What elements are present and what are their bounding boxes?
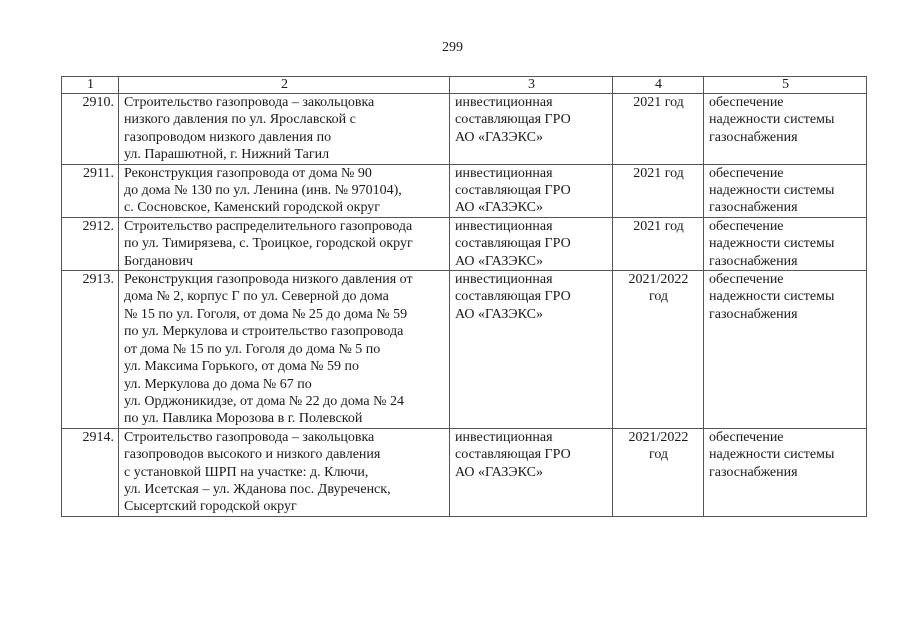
description-cell-line: дома № 2, корпус Г по ул. Северной до дома [124, 289, 389, 305]
year-cell [613, 428, 704, 516]
description-cell-line: от дома № 15 по ул. Гоголя до дома № 5 по [124, 341, 381, 357]
description-cell-line: по ул. Павлика Морозова в г. Полевской [124, 411, 363, 427]
funding-source-cell-line: АО «ГАЗЭКС» [455, 306, 543, 322]
purpose-cell-line: обеспечение [709, 272, 784, 288]
column-header-2: 2 [119, 77, 450, 94]
description-cell-line: газопроводом низкого давления по [124, 129, 332, 145]
description-cell [119, 217, 450, 270]
row-number-cell: 2914. [62, 428, 119, 516]
page-number: 299 [442, 40, 463, 55]
column-header-4: 4 [613, 77, 704, 94]
table-row [62, 428, 867, 516]
description-cell [119, 271, 450, 429]
purpose-cell-line: надежности системы [709, 289, 835, 305]
funding-source-cell-line: составляющая ГРО [455, 447, 571, 463]
funding-source-cell-line: АО «ГАЗЭКС» [455, 464, 543, 480]
purpose-cell-line: обеспечение [709, 429, 784, 445]
funding-source-cell-line: инвестиционная [455, 429, 553, 445]
funding-source-cell [450, 94, 613, 165]
year-cell [613, 217, 704, 270]
description-cell-line: с установкой ШРП на участке: д. Ключи, [124, 464, 369, 480]
description-cell-line: ул. Орджоникидзе, от дома № 22 до дома № 24 [124, 393, 404, 409]
description-cell-line: Богданович [124, 253, 194, 269]
funding-source-cell-line: инвестиционная [455, 218, 553, 234]
description-cell [119, 164, 450, 217]
year-cell-line: год [648, 289, 669, 305]
year-cell [613, 164, 704, 217]
purpose-cell-line: газоснабжения [709, 306, 798, 322]
table-row [62, 271, 867, 429]
purpose-cell [704, 428, 867, 516]
year-cell-line: год [648, 447, 669, 463]
description-cell-line: ул. Исетская – ул. Жданова пос. Двуреченск, [124, 481, 391, 497]
column-header-5: 5 [704, 77, 867, 94]
funding-source-cell-line: составляющая ГРО [455, 236, 571, 252]
funding-source-cell [450, 164, 613, 217]
purpose-cell-line: газоснабжения [709, 253, 798, 269]
description-cell-line: ул. Парашютной, г. Нижний Тагил [124, 147, 330, 163]
description-cell-line: Реконструкция газопровода от дома № 90 [124, 165, 372, 181]
year-cell-line: 2021 год [633, 165, 684, 181]
purpose-cell-line: надежности системы [709, 447, 835, 463]
column-header-1: 1 [62, 77, 119, 94]
funding-source-cell-line: АО «ГАЗЭКС» [455, 253, 543, 269]
table-row [62, 164, 867, 217]
purpose-cell [704, 271, 867, 429]
purpose-cell-line: газоснабжения [709, 200, 798, 216]
description-cell-line: Реконструкция газопровода низкого давления от [124, 272, 413, 288]
description-cell-line: низкого давления по ул. Ярославской с [124, 112, 356, 128]
row-number-cell: 2913. [62, 271, 119, 429]
funding-source-cell-line: АО «ГАЗЭКС» [455, 200, 543, 216]
description-cell-line: Строительство газопровода – закольцовка [124, 95, 375, 110]
funding-source-cell-line: инвестиционная [455, 272, 553, 288]
funding-source-cell-line: инвестиционная [455, 165, 553, 181]
funding-source-cell-line: составляющая ГРО [455, 183, 571, 199]
funding-source-cell [450, 271, 613, 429]
description-cell-line: с. Сосновское, Каменский городской округ [124, 200, 381, 216]
year-cell [613, 94, 704, 165]
purpose-cell [704, 217, 867, 270]
description-cell-line: Строительство газопровода – закольцовка [124, 429, 375, 445]
funding-source-cell [450, 217, 613, 270]
table-row [62, 217, 867, 270]
funding-source-cell-line: составляющая ГРО [455, 289, 571, 305]
description-cell-line: Сысертский городской округ [124, 499, 297, 515]
purpose-cell-line: обеспечение [709, 218, 784, 234]
year-cell-line: 2021/2022 [628, 429, 689, 445]
description-cell-line: № 15 по ул. Гоголя, от дома № 25 до дома № 59 [124, 306, 408, 322]
purpose-cell [704, 164, 867, 217]
purpose-cell-line: обеспечение [709, 165, 784, 181]
year-cell-line: 2021 год [633, 218, 684, 234]
purpose-cell-line: газоснабжения [709, 129, 798, 145]
table-header-row [62, 77, 867, 94]
description-cell-line: до дома № 130 по ул. Ленина (инв. № 970104), [124, 183, 402, 199]
description-cell-line: ул. Максима Горького, от дома № 59 по [124, 359, 360, 375]
description-cell-line: газопроводов высокого и низкого давления [124, 447, 381, 463]
year-cell-line: 2021/2022 [628, 272, 689, 288]
description-cell [119, 94, 450, 165]
description-cell-line: по ул. Тимирязева, с. Троицкое, городской округ [124, 236, 413, 252]
description-cell [119, 428, 450, 516]
funding-source-cell-line: АО «ГАЗЭКС» [455, 129, 543, 145]
row-number-cell: 2911. [62, 164, 119, 217]
purpose-cell [704, 94, 867, 165]
table-row [62, 94, 867, 165]
funding-source-cell [450, 428, 613, 516]
purpose-cell-line: надежности системы [709, 183, 835, 199]
funding-source-cell-line: составляющая ГРО [455, 112, 571, 128]
row-number-cell: 2910. [62, 94, 119, 165]
year-cell-line: 2021 год [633, 95, 684, 110]
description-cell-line: по ул. Меркулова и строительство газопровода [124, 324, 404, 340]
purpose-cell-line: газоснабжения [709, 464, 798, 480]
column-header-3: 3 [450, 77, 613, 94]
row-number-cell: 2912. [62, 217, 119, 270]
funding-source-cell-line: инвестиционная [455, 95, 553, 110]
investment-table [61, 76, 867, 517]
purpose-cell-line: надежности системы [709, 112, 835, 128]
table-body [62, 94, 867, 517]
description-cell-line: Строительство распределительного газопровода [124, 218, 413, 234]
purpose-cell-line: надежности системы [709, 236, 835, 252]
description-cell-line: ул. Меркулова до дома № 67 по [124, 376, 312, 392]
year-cell [613, 271, 704, 429]
purpose-cell-line: обеспечение [709, 95, 784, 110]
